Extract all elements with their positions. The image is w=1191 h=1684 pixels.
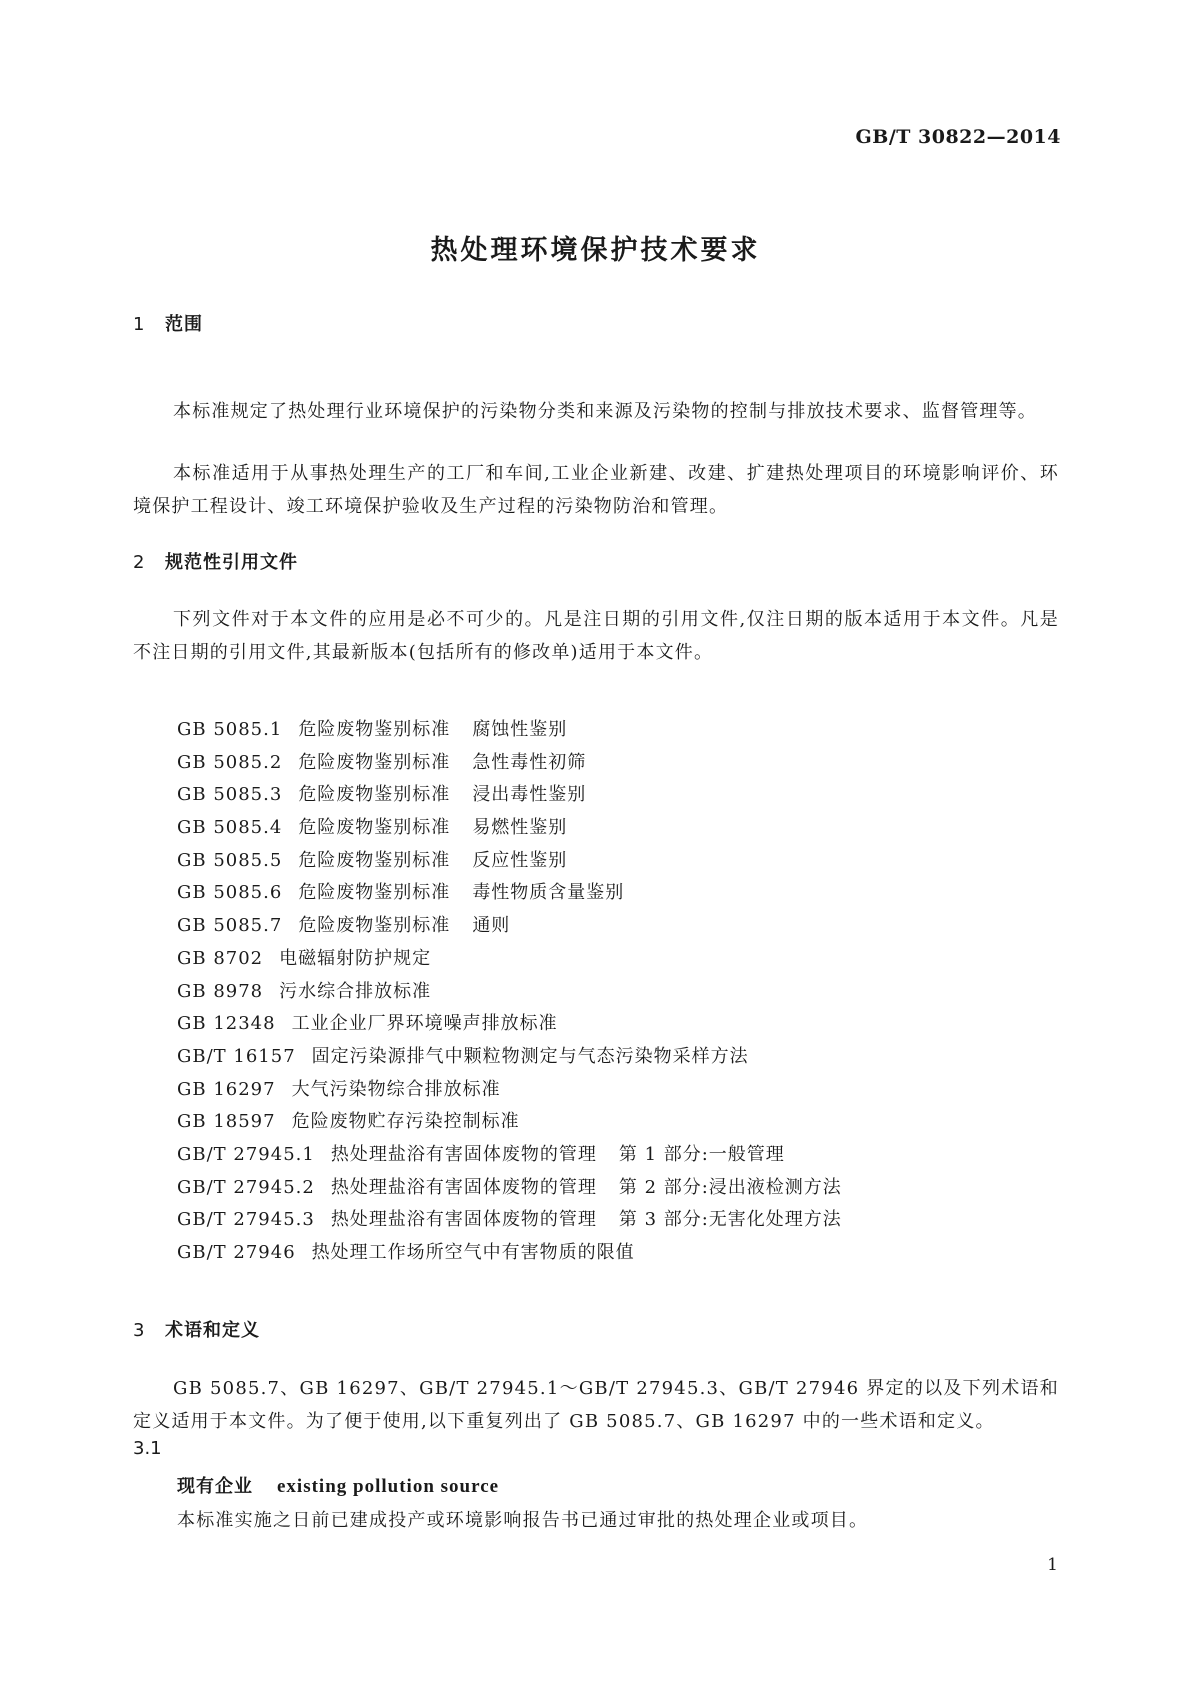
- section-2-title: 规范性引用文件: [165, 552, 298, 573]
- reference-part: 反应性鉴别: [472, 849, 568, 871]
- reference-title: 固定污染源排气中颗粒物测定与气态污染物采样方法: [311, 1045, 749, 1067]
- reference-code: GB/T 27945.1: [177, 1143, 315, 1165]
- reference-part: 第 2 部分:浸出液检测方法: [618, 1176, 842, 1198]
- section-1-heading: [133, 310, 203, 336]
- reference-part: 急性毒性初筛: [472, 751, 587, 773]
- list-item: [177, 1074, 842, 1107]
- reference-part: 易燃性鉴别: [472, 817, 568, 839]
- page-number: 1: [1047, 1555, 1058, 1575]
- reference-code: GB 5085.2: [177, 751, 283, 773]
- term-chinese: 现有企业: [177, 1476, 253, 1497]
- list-item: [177, 779, 842, 812]
- reference-part: 毒性物质含量鉴别: [472, 882, 625, 904]
- section-3-number: 3: [133, 1320, 146, 1341]
- list-item: [177, 877, 842, 910]
- reference-title: 危险废物鉴别标准: [298, 751, 451, 773]
- list-item: [177, 1139, 842, 1172]
- clause-number: 3.1: [133, 1438, 162, 1459]
- scope-paragraph-2: 本标准适用于从事热处理生产的工厂和车间,工业企业新建、改建、扩建热处理项目的环境影响评价、环境保护工程设计、竣工环境保护验收及生产过程的污染物防治和管理。: [133, 463, 1059, 517]
- reference-title: 热处理盐浴有害固体废物的管理: [330, 1176, 597, 1198]
- reference-code: GB 12348: [177, 1013, 276, 1035]
- term-english: existing pollution source: [277, 1476, 500, 1497]
- reference-code: GB/T 27945.2: [177, 1176, 315, 1198]
- reference-title: 危险废物贮存污染控制标准: [291, 1111, 520, 1133]
- list-item: [177, 910, 842, 943]
- scope-paragraph-1: 本标准规定了热处理行业环境保护的污染物分类和来源及污染物的控制与排放技术要求、监督管理等。: [173, 401, 1037, 422]
- section-1-number: 1: [133, 314, 146, 335]
- reference-code: GB/T 16157: [177, 1045, 296, 1067]
- reference-title: 热处理盐浴有害固体废物的管理: [330, 1143, 597, 1165]
- normative-references-intro: 下列文件对于本文件的应用是必不可少的。凡是注日期的引用文件,仅注日期的版本适用于本文件。凡是不注日期的引用文件,其最新版本(包括所有的修改单)适用于本文件。: [133, 609, 1059, 663]
- reference-code: GB 8978: [177, 980, 264, 1002]
- reference-code: GB 5085.4: [177, 817, 283, 839]
- reference-title: 热处理盐浴有害固体废物的管理: [330, 1209, 597, 1231]
- list-item: [177, 1106, 842, 1139]
- reference-title: 工业企业厂界环境噪声排放标准: [291, 1013, 558, 1035]
- reference-title: 危险废物鉴别标准: [298, 719, 451, 740]
- reference-code: GB 16297: [177, 1078, 276, 1100]
- section-2-heading: [133, 548, 298, 574]
- reference-code: GB 5085.3: [177, 784, 283, 806]
- section-3-heading: [133, 1316, 260, 1342]
- reference-title: 危险废物鉴别标准: [298, 784, 451, 806]
- reference-title: 危险废物鉴别标准: [298, 849, 451, 871]
- term-definition: 本标准实施之日前已建成投产或环境影响报告书已通过审批的热处理企业或项目。: [177, 1510, 869, 1531]
- list-item: [177, 1008, 842, 1041]
- reference-part: 通则: [472, 915, 511, 937]
- reference-title: 危险废物鉴别标准: [298, 882, 451, 904]
- reference-code: GB 5085.5: [177, 849, 283, 871]
- reference-title: 污水综合排放标准: [279, 980, 432, 1002]
- list-item: [177, 747, 842, 780]
- list-item: [177, 714, 842, 747]
- section-2-number: 2: [133, 552, 146, 573]
- reference-title: 危险废物鉴别标准: [298, 915, 451, 937]
- reference-list: [177, 714, 842, 1270]
- reference-title: 热处理工作场所空气中有害物质的限值: [311, 1242, 635, 1263]
- list-item: [177, 1172, 842, 1205]
- list-item: [177, 1204, 842, 1237]
- reference-title: 危险废物鉴别标准: [298, 817, 451, 839]
- reference-code: GB/T 27946: [177, 1242, 296, 1263]
- reference-code: GB/T 27945.3: [177, 1209, 315, 1231]
- standard-number: GB/T 30822—2014: [855, 126, 1061, 148]
- terms-intro: GB 5085.7、GB 16297、GB/T 27945.1～GB/T 27945.3、GB/T 27946 界定的以及下列术语和定义适用于本文件。为了便于使用,以下重复列出了 GB 5085.7、GB 16297 中的一些术语和定义。: [133, 1378, 1059, 1432]
- reference-title: 电磁辐射防护规定: [279, 947, 432, 969]
- list-item: [177, 976, 842, 1009]
- reference-part: 腐蚀性鉴别: [472, 719, 568, 740]
- reference-code: GB 8702: [177, 947, 264, 969]
- reference-code: GB 5085.6: [177, 882, 283, 904]
- reference-part: 第 3 部分:无害化处理方法: [618, 1209, 842, 1231]
- list-item: [177, 943, 842, 976]
- term-entry: [177, 1472, 499, 1498]
- reference-title: 大气污染物综合排放标准: [291, 1078, 501, 1100]
- reference-code: GB 5085.7: [177, 915, 283, 937]
- list-item: [177, 1237, 842, 1270]
- section-1-title: 范围: [165, 314, 203, 335]
- reference-code: GB 18597: [177, 1111, 276, 1133]
- list-item: [177, 845, 842, 878]
- section-3-title: 术语和定义: [165, 1320, 260, 1341]
- reference-part: 浸出毒性鉴别: [472, 784, 587, 806]
- list-item: [177, 1041, 842, 1074]
- reference-part: 第 1 部分:一般管理: [618, 1143, 785, 1165]
- reference-code: GB 5085.1: [177, 719, 283, 740]
- document-title: 热处理环境保护技术要求: [430, 235, 761, 266]
- list-item: [177, 812, 842, 845]
